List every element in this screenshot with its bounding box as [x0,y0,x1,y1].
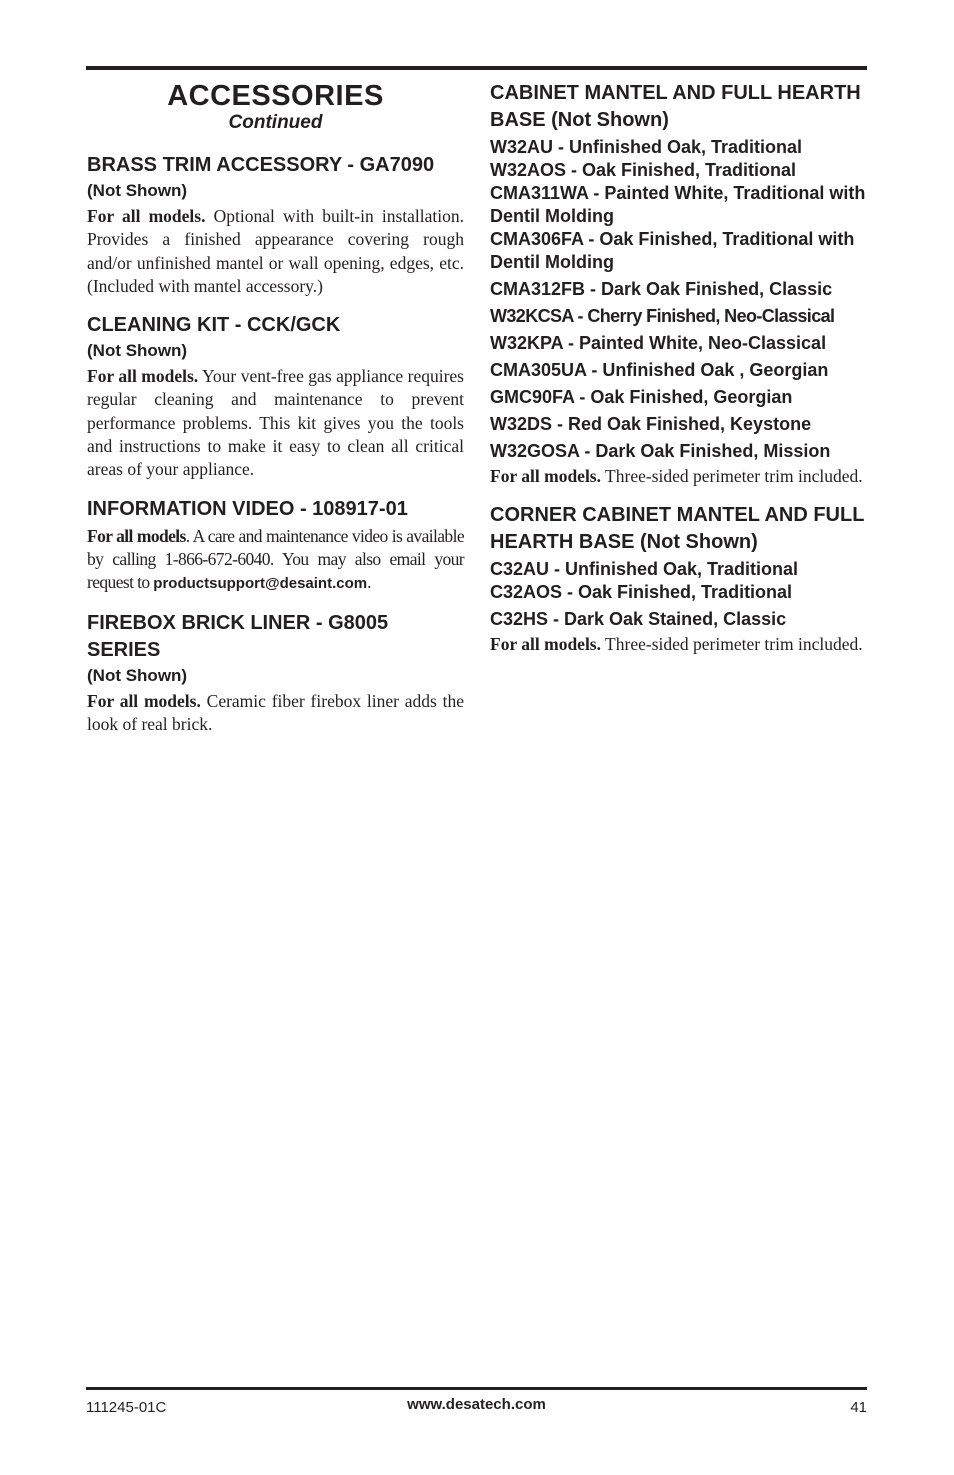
cabinet-mantel-body: Three-sided perimeter trim included. [601,466,863,486]
page-title: ACCESSORIES [167,80,384,112]
info-video-section [87,496,464,596]
list-item: W32GOSA - Dark Oak Finished, Mission [490,441,831,461]
firebox-lead: For all models. [87,690,201,711]
list-item: C32AU - Unfinished Oak, Traditional [490,559,799,580]
cabinet-mantel-lead: For all models. [490,466,601,486]
list-item: CMA305UA - Unfinished Oak , Georgian [490,360,829,380]
firebox-body: Ceramic fiber firebox liner adds the look of real brick. [87,690,464,734]
firebox-section [87,610,464,737]
cleaning-kit-text [87,365,464,481]
corner-mantel-lead: For all models. [490,634,601,655]
list-item: W32AU - Unfinished Oak, Traditional [490,137,803,157]
cabinet-model-list [490,136,867,463]
list-item: CMA306FA - Oak Finished, Traditional with Dentil Molding [490,229,855,272]
page-footer [86,1396,867,1420]
corner-mantel-section [490,502,867,656]
bottom-rule [86,1387,867,1390]
top-rule [86,66,867,70]
list-item: CMA312FB - Dark Oak Finished, Classic [490,279,833,299]
firebox-text [87,690,464,737]
corner-mantel-heading: CORNER CABINET MANTEL AND FULL HEARTH BASE (Not Shown) [490,504,865,554]
info-video-end: . [367,572,371,593]
brass-trim-heading: BRASS TRIM ACCESSORY - GA7090 [87,154,435,176]
list-item: GMC90FA - Oak Finished, Georgian [490,387,793,407]
cleaning-kit-heading: CLEANING KIT - CCK/GCK [87,314,341,337]
website-link[interactable]: www.desatech.com [407,1396,546,1413]
left-column [87,80,464,750]
corner-mantel-body: Three-sided perimeter trim included. [601,634,863,655]
cleaning-kit-lead: For all models. [87,366,199,387]
list-item: W32KPA - Painted White, Neo-Classical [490,333,827,353]
brass-trim-note: (Not Shown) [87,181,188,200]
cleaning-kit-note: (Not Shown) [87,341,188,361]
brass-trim-lead: For all models. [87,206,206,226]
brass-trim-section [87,152,464,298]
list-item: W32AOS - Oak Finished, Traditional [490,160,797,180]
cleaning-kit-section [87,312,464,481]
cabinet-mantel-section [490,80,867,488]
doc-number: 111245-01C [86,1399,167,1416]
info-video-heading: INFORMATION VIDEO - 108917-01 [87,497,408,520]
firebox-heading: FIREBOX BRICK LINER - G8005 SERIES [87,611,389,661]
corner-mantel-text [490,633,867,656]
info-video-body: . A care and maintenance video is available by calling 1-866-672-6040. You may also email your request to [87,525,465,593]
page-number: 41 [850,1399,867,1416]
info-video-lead: For all models [87,525,186,546]
list-item: W32DS - Red Oak Finished, Keystone [490,414,812,434]
support-email-link[interactable]: productsupport@desaint.com [153,575,368,593]
info-video-text [87,525,464,596]
cabinet-mantel-heading: CABINET MANTEL AND FULL HEARTH BASE (Not Shown) [490,82,861,131]
list-item: C32AOS - Oak Finished, Traditional [490,582,793,603]
right-column [490,80,867,671]
cleaning-kit-body: Your vent-free gas appliance requires regular cleaning and maintenance to prevent performance problems. This kit gives you the tools and instructions to make it easy to clean all critical areas of your appliance. [87,366,464,480]
page-subtitle: Continued [228,112,323,133]
firebox-note: (Not Shown) [87,665,188,685]
cabinet-mantel-text [490,465,867,488]
list-item: W32KCSA - Cherry Finished, Neo-Classical [490,306,835,326]
list-item: CMA311WA - Painted White, Traditional with Dentil Molding [490,183,866,226]
corner-model-list [490,558,867,631]
list-item: C32HS - Dark Oak Stained, Classic [490,609,787,630]
brass-trim-body: Optional with built-in installation. Provides a finished appearance covering rough and/or unfinished mantel or wall opening, edges, etc. (Included with mantel accessory.) [87,206,464,296]
brass-trim-text [87,205,464,298]
